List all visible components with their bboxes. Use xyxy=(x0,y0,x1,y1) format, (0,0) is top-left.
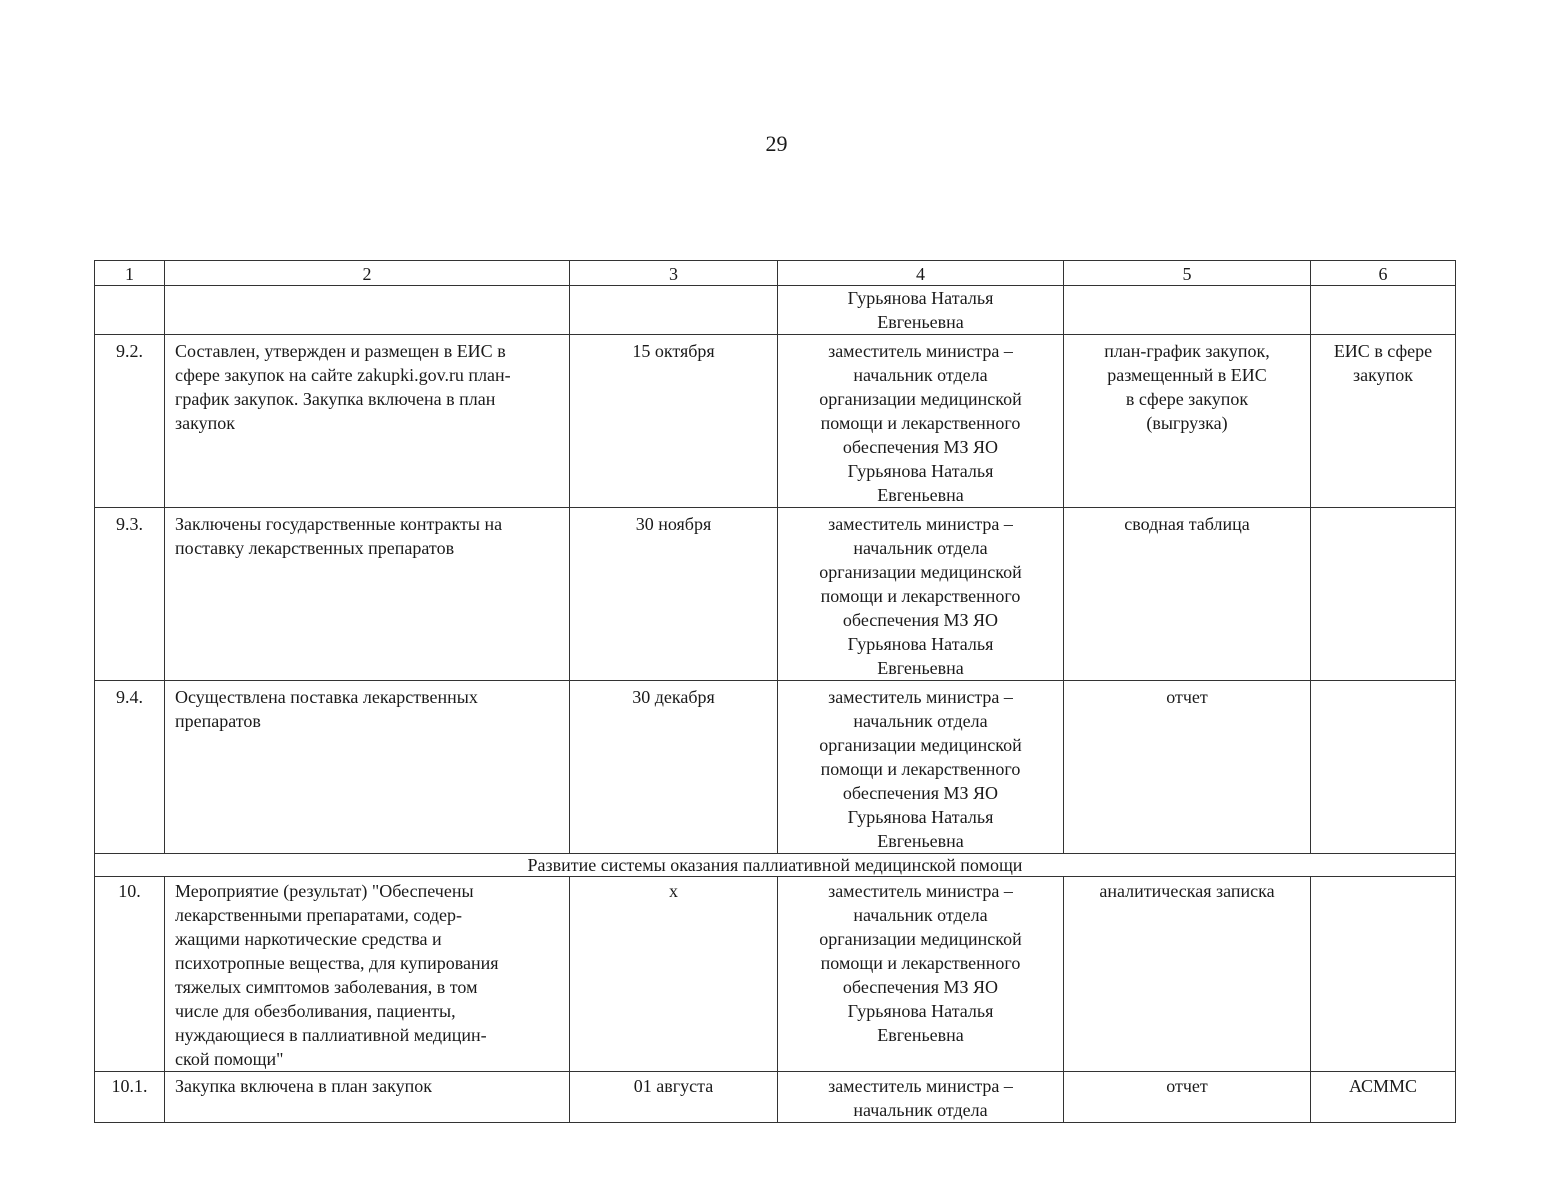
cell-system: АСММС xyxy=(1311,1072,1456,1123)
cell-description xyxy=(165,286,570,335)
table-row xyxy=(95,681,1456,854)
cell-document: сводная таблица xyxy=(1064,508,1311,681)
cell-date: 30 ноября xyxy=(570,508,778,681)
cell-responsible: заместитель министра – начальник отдела xyxy=(778,1072,1064,1123)
section-title: Развитие системы оказания паллиативной медицинской помощи xyxy=(95,854,1456,877)
cell-date: х xyxy=(570,877,778,1072)
table-row xyxy=(95,1072,1456,1123)
cell-responsible: заместитель министра – начальник отдела организации медицинской помощи и лекарственного обеспечения МЗ ЯО Гурьянова Наталья Евгеньевна xyxy=(778,877,1064,1072)
cell-num: 9.4. xyxy=(95,681,165,854)
column-number: 5 xyxy=(1064,261,1311,286)
cell-system xyxy=(1311,286,1456,335)
cell-responsible: заместитель министра – начальник отдела организации медицинской помощи и лекарственного обеспечения МЗ ЯО Гурьянова Наталья Евгеньевна xyxy=(778,508,1064,681)
table-row xyxy=(95,335,1456,508)
cell-description: Составлен, утвержден и размещен в ЕИС в сфере закупок на сайте zakupki.gov.ru план- график закупок. Закупка включена в план закупок xyxy=(165,335,570,508)
cell-responsible: заместитель министра – начальник отдела организации медицинской помощи и лекарственного обеспечения МЗ ЯО Гурьянова Наталья Евгеньевна xyxy=(778,681,1064,854)
column-number: 4 xyxy=(778,261,1064,286)
cell-system xyxy=(1311,681,1456,854)
cell-document: план-график закупок, размещенный в ЕИС в сфере закупок (выгрузка) xyxy=(1064,335,1311,508)
cell-date: 30 декабря xyxy=(570,681,778,854)
cell-document: отчет xyxy=(1064,1072,1311,1123)
column-number: 3 xyxy=(570,261,778,286)
column-number-row xyxy=(95,261,1456,286)
cell-num: 10.1. xyxy=(95,1072,165,1123)
table-row xyxy=(95,877,1456,1072)
column-number: 6 xyxy=(1311,261,1456,286)
cell-num xyxy=(95,286,165,335)
cell-description: Мероприятие (результат) "Обеспечены лекарственными препаратами, содер- жащими наркотические средства и психотропные вещества, для купирования тяжелых симптомов заболевания, в том числе для обезболивания, пациенты, нуждающиеся в паллиативной медицин- ской помощи" xyxy=(165,877,570,1072)
cell-num: 9.2. xyxy=(95,335,165,508)
cell-date xyxy=(570,286,778,335)
cell-responsible: Гурьянова Наталья Евгеньевна xyxy=(778,286,1064,335)
cell-date: 15 октября xyxy=(570,335,778,508)
cell-num: 9.3. xyxy=(95,508,165,681)
column-number: 1 xyxy=(95,261,165,286)
column-number: 2 xyxy=(165,261,570,286)
cell-description: Осуществлена поставка лекарственных препаратов xyxy=(165,681,570,854)
cell-num: 10. xyxy=(95,877,165,1072)
cell-document: отчет xyxy=(1064,681,1311,854)
cell-system xyxy=(1311,877,1456,1072)
cell-document xyxy=(1064,286,1311,335)
plan-table xyxy=(94,260,1456,1123)
section-header-row xyxy=(95,854,1456,877)
cell-responsible: заместитель министра – начальник отдела организации медицинской помощи и лекарственного обеспечения МЗ ЯО Гурьянова Наталья Евгеньевна xyxy=(778,335,1064,508)
cell-system xyxy=(1311,508,1456,681)
cell-system: ЕИС в сфере закупок xyxy=(1311,335,1456,508)
cell-description: Заключены государственные контракты на поставку лекарственных препаратов xyxy=(165,508,570,681)
cell-description: Закупка включена в план закупок xyxy=(165,1072,570,1123)
page-number: 29 xyxy=(765,131,788,156)
cell-document: аналитическая записка xyxy=(1064,877,1311,1072)
continuation-row xyxy=(95,286,1456,335)
cell-date: 01 августа xyxy=(570,1072,778,1123)
table-row xyxy=(95,508,1456,681)
